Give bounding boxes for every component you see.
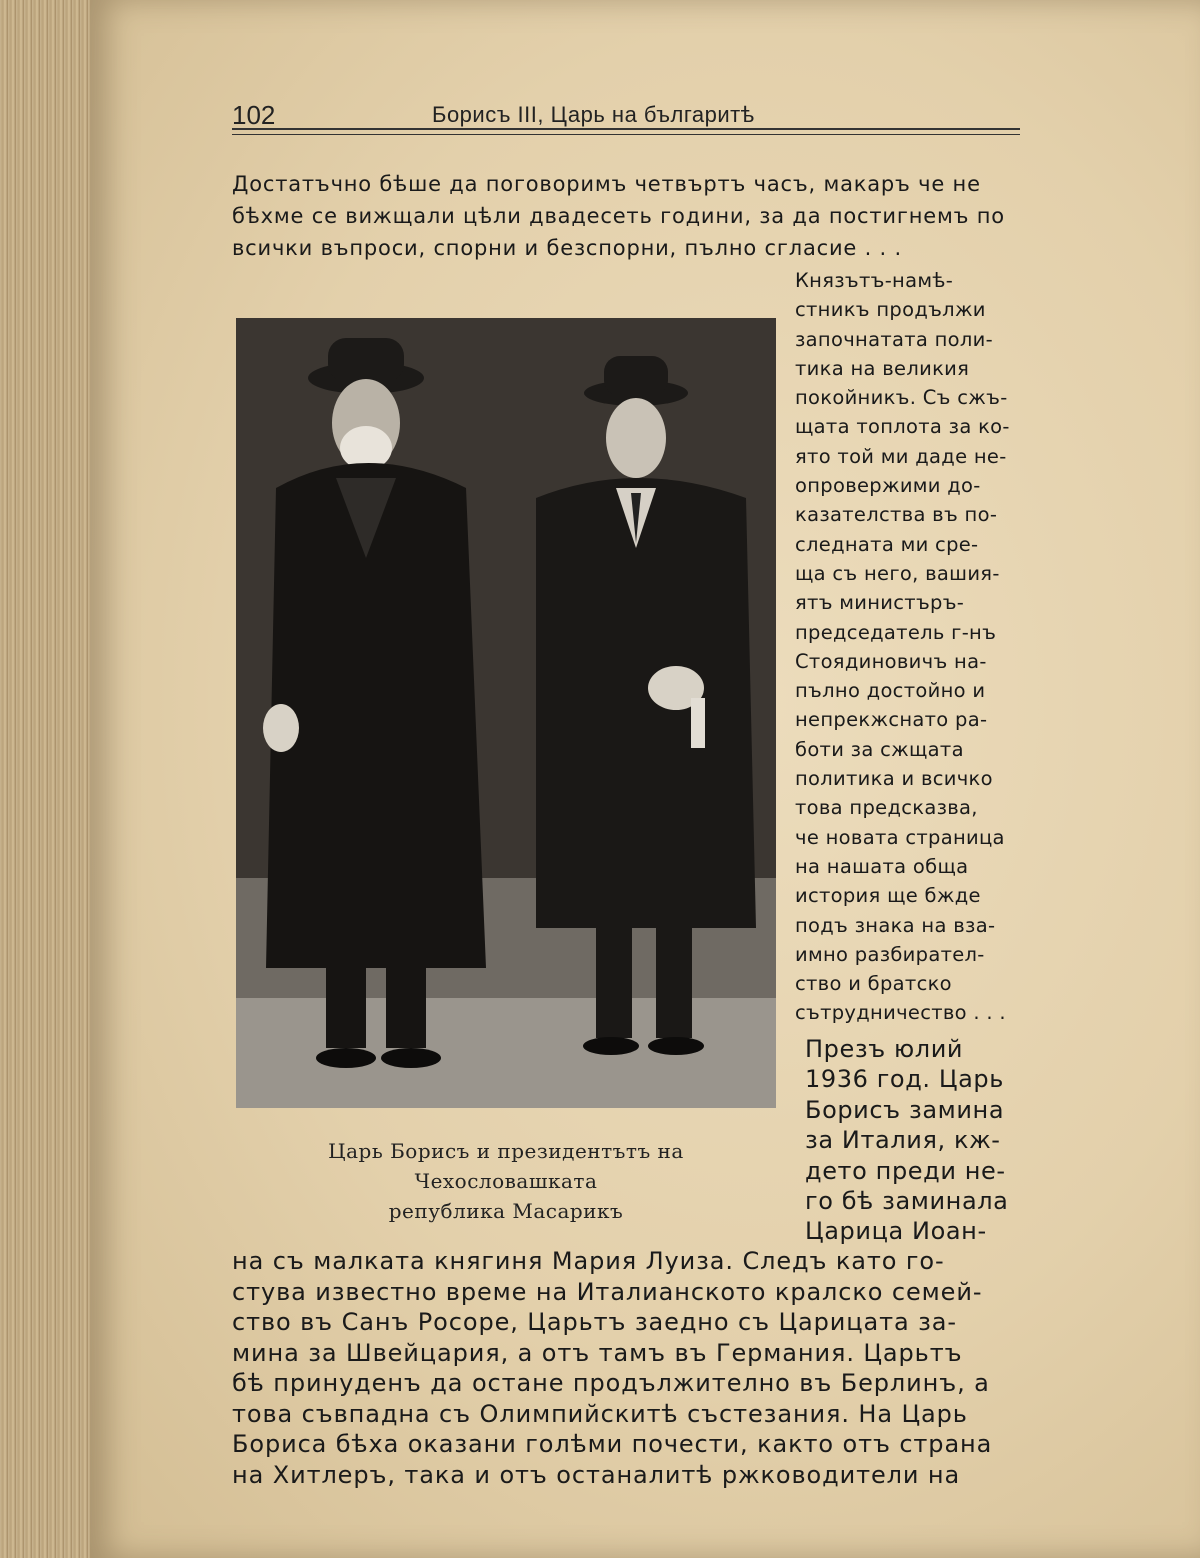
text-line: бѣ принуденъ да остане продължително въ Берлинъ, а [232, 1369, 990, 1397]
text-line: история ще бжде [795, 884, 981, 908]
text-line: мина за Швейцария, а отъ тамъ въ Германия. Царьтъ [232, 1338, 963, 1367]
text-line: ство и братско [795, 972, 952, 996]
text-line: 1936 год. Царь [805, 1065, 1004, 1094]
text-line: имно разбирател- [795, 942, 985, 966]
text-line: ство въ Санъ Росоре, Царьтъ заедно съ Царицата за- [232, 1308, 957, 1336]
text-line: следната ми сре- [795, 532, 979, 556]
text-line: Бориса бѣха оказани голѣми почести, както отъ страна [232, 1430, 993, 1458]
text-line: подъ знака на вза- [795, 913, 996, 937]
photo-caption [236, 1136, 776, 1226]
text-line: на нашата обща [795, 854, 969, 878]
caption-line: република Масарикъ [388, 1199, 624, 1223]
text-line: на съ малката княгиня Мария Луиза. Следъ като го- [232, 1247, 945, 1275]
text-line: на Хитлеръ, така и отъ останалитѣ ржководители на [232, 1460, 961, 1489]
text-line: го бѣ заминала [805, 1187, 1009, 1216]
text-line: тика на великия [795, 356, 970, 380]
text-line: Борисъ замина [805, 1095, 1005, 1124]
text-line: председатель г-нъ [795, 620, 997, 644]
text-line: Достатъчно бѣше да поговоримъ четвъртъ часъ, макаръ че не [232, 172, 981, 196]
text-line: пълно достойно и [795, 679, 986, 703]
side-column-text-2 [805, 1034, 1009, 1247]
page-number: 102 [232, 100, 276, 130]
text-line: ща съ него, вашия- [795, 561, 1000, 585]
text-line: стникъ продължи [795, 298, 986, 322]
text-line: сътрудничество . . . [795, 1001, 1006, 1025]
text-line: Князътъ-намѣ- [795, 269, 954, 292]
text-line: покойникъ. Съ сжъ- [795, 386, 1008, 410]
bottom-paragraph [232, 1246, 992, 1490]
text-line: ято той ми даде не- [795, 444, 1007, 468]
text-line: казателства въ по- [795, 503, 998, 527]
text-line: боти за сжщата [795, 737, 964, 761]
text-line: това съвпадна съ Олимпийскитѣ състезания. На Царь [232, 1399, 968, 1428]
header-rule [232, 128, 1020, 135]
running-title: Борисъ III, Царь на българитѣ [432, 102, 755, 127]
text-line: Царица Иоан- [805, 1217, 987, 1246]
caption-line: Царь Борисъ и президентътъ на Чехословашката [328, 1139, 684, 1193]
photograph-boris-and-masaryk [236, 318, 776, 1108]
intro-paragraph [232, 168, 1005, 264]
text-line: политика и всичко [795, 767, 993, 791]
text-line: започнатата поли- [795, 327, 993, 351]
photo-illustration [236, 318, 776, 1108]
text-line: щата топлота за ко- [795, 415, 1010, 439]
text-line: стува известно време на Италианското кралско семей- [232, 1277, 983, 1306]
text-line: че новата страница [795, 825, 1005, 849]
text-line: за Италия, кж- [805, 1126, 1001, 1155]
side-column-text [795, 266, 1010, 1028]
text-line: всички въпроси, спорни и безспорни, пълно сгласие . . . [232, 236, 902, 260]
page-header [232, 100, 1020, 130]
text-line: това предсказва, [795, 796, 978, 820]
text-line: опровержими до- [795, 474, 981, 498]
text-line: Презъ юлий [805, 1035, 964, 1063]
text-line: ятъ министъръ- [795, 591, 965, 615]
text-line: бѣхме се вижщали цѣли двадесеть години, за да постигнемъ по [232, 204, 1005, 228]
text-line: Стоядиновичъ на- [795, 649, 987, 673]
text-line: дето преди не- [805, 1156, 1006, 1185]
text-line: непрекжснато ра- [795, 708, 988, 732]
